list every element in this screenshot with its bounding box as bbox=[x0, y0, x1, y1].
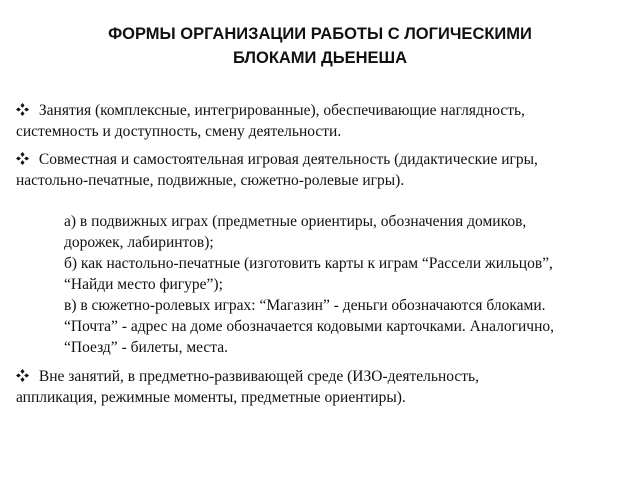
bullet-item-lessons bbox=[16, 100, 628, 142]
sub-item-list bbox=[64, 211, 634, 358]
diamond-cluster-icon bbox=[16, 152, 29, 165]
sub-item-b bbox=[64, 253, 634, 295]
bullet-item-line-1 bbox=[16, 100, 628, 121]
bullet-item-line-2: аппликация, режимные моменты, предметные ориентиры). bbox=[16, 389, 406, 406]
sub-item-line: б) как настольно-печатные (изготовить карты к играм “Рассели жильцов”, bbox=[64, 255, 553, 272]
bullet-item-line-2: системность и доступность, смену деятельности. bbox=[16, 123, 342, 140]
sub-item-line: “Поезд” - билеты, места. bbox=[64, 339, 229, 356]
bullet-item-text: Вне занятий, в предметно-развивающей среде (ИЗО-деятельность, bbox=[35, 368, 479, 385]
sub-item-line: “Найди место фигуре”); bbox=[64, 276, 223, 293]
bullet-item-outside-lessons bbox=[16, 366, 628, 408]
sub-item-a bbox=[64, 211, 634, 253]
bullet-item-line-1 bbox=[16, 366, 628, 387]
bullet-item-line-2: настольно-печатные, подвижные, сюжетно-ролевые игры). bbox=[16, 172, 405, 189]
sub-item-line: в) в сюжетно-ролевых играх: “Магазин” - деньги обозначаются блоками. bbox=[64, 297, 546, 314]
slide-title-line-1: ФОРМЫ ОРГАНИЗАЦИИ РАБОТЫ С ЛОГИЧЕСКИМИ bbox=[108, 25, 532, 43]
sub-item-line: “Почта” - адрес на доме обозначается кодовыми карточками. Аналогично, bbox=[64, 318, 555, 335]
sub-item-line: а) в подвижных играх (предметные ориентиры, обозначения домиков, bbox=[64, 213, 527, 230]
diamond-cluster-icon bbox=[16, 103, 29, 116]
sub-item-line: дорожек, лабиринтов); bbox=[64, 234, 214, 251]
bullet-item-games bbox=[16, 149, 628, 191]
diamond-cluster-icon bbox=[16, 369, 29, 382]
slide-title bbox=[0, 22, 640, 70]
bullet-item-line-1 bbox=[16, 149, 628, 170]
bullet-item-text: Совместная и самостоятельная игровая деятельность (дидактические игры, bbox=[35, 151, 538, 168]
sub-item-c bbox=[64, 295, 634, 358]
bullet-item-text: Занятия (комплексные, интегрированные), обеспечивающие наглядность, bbox=[35, 102, 525, 119]
slide-title-line-2: БЛОКАМИ ДЬЕНЕША bbox=[232, 49, 408, 67]
